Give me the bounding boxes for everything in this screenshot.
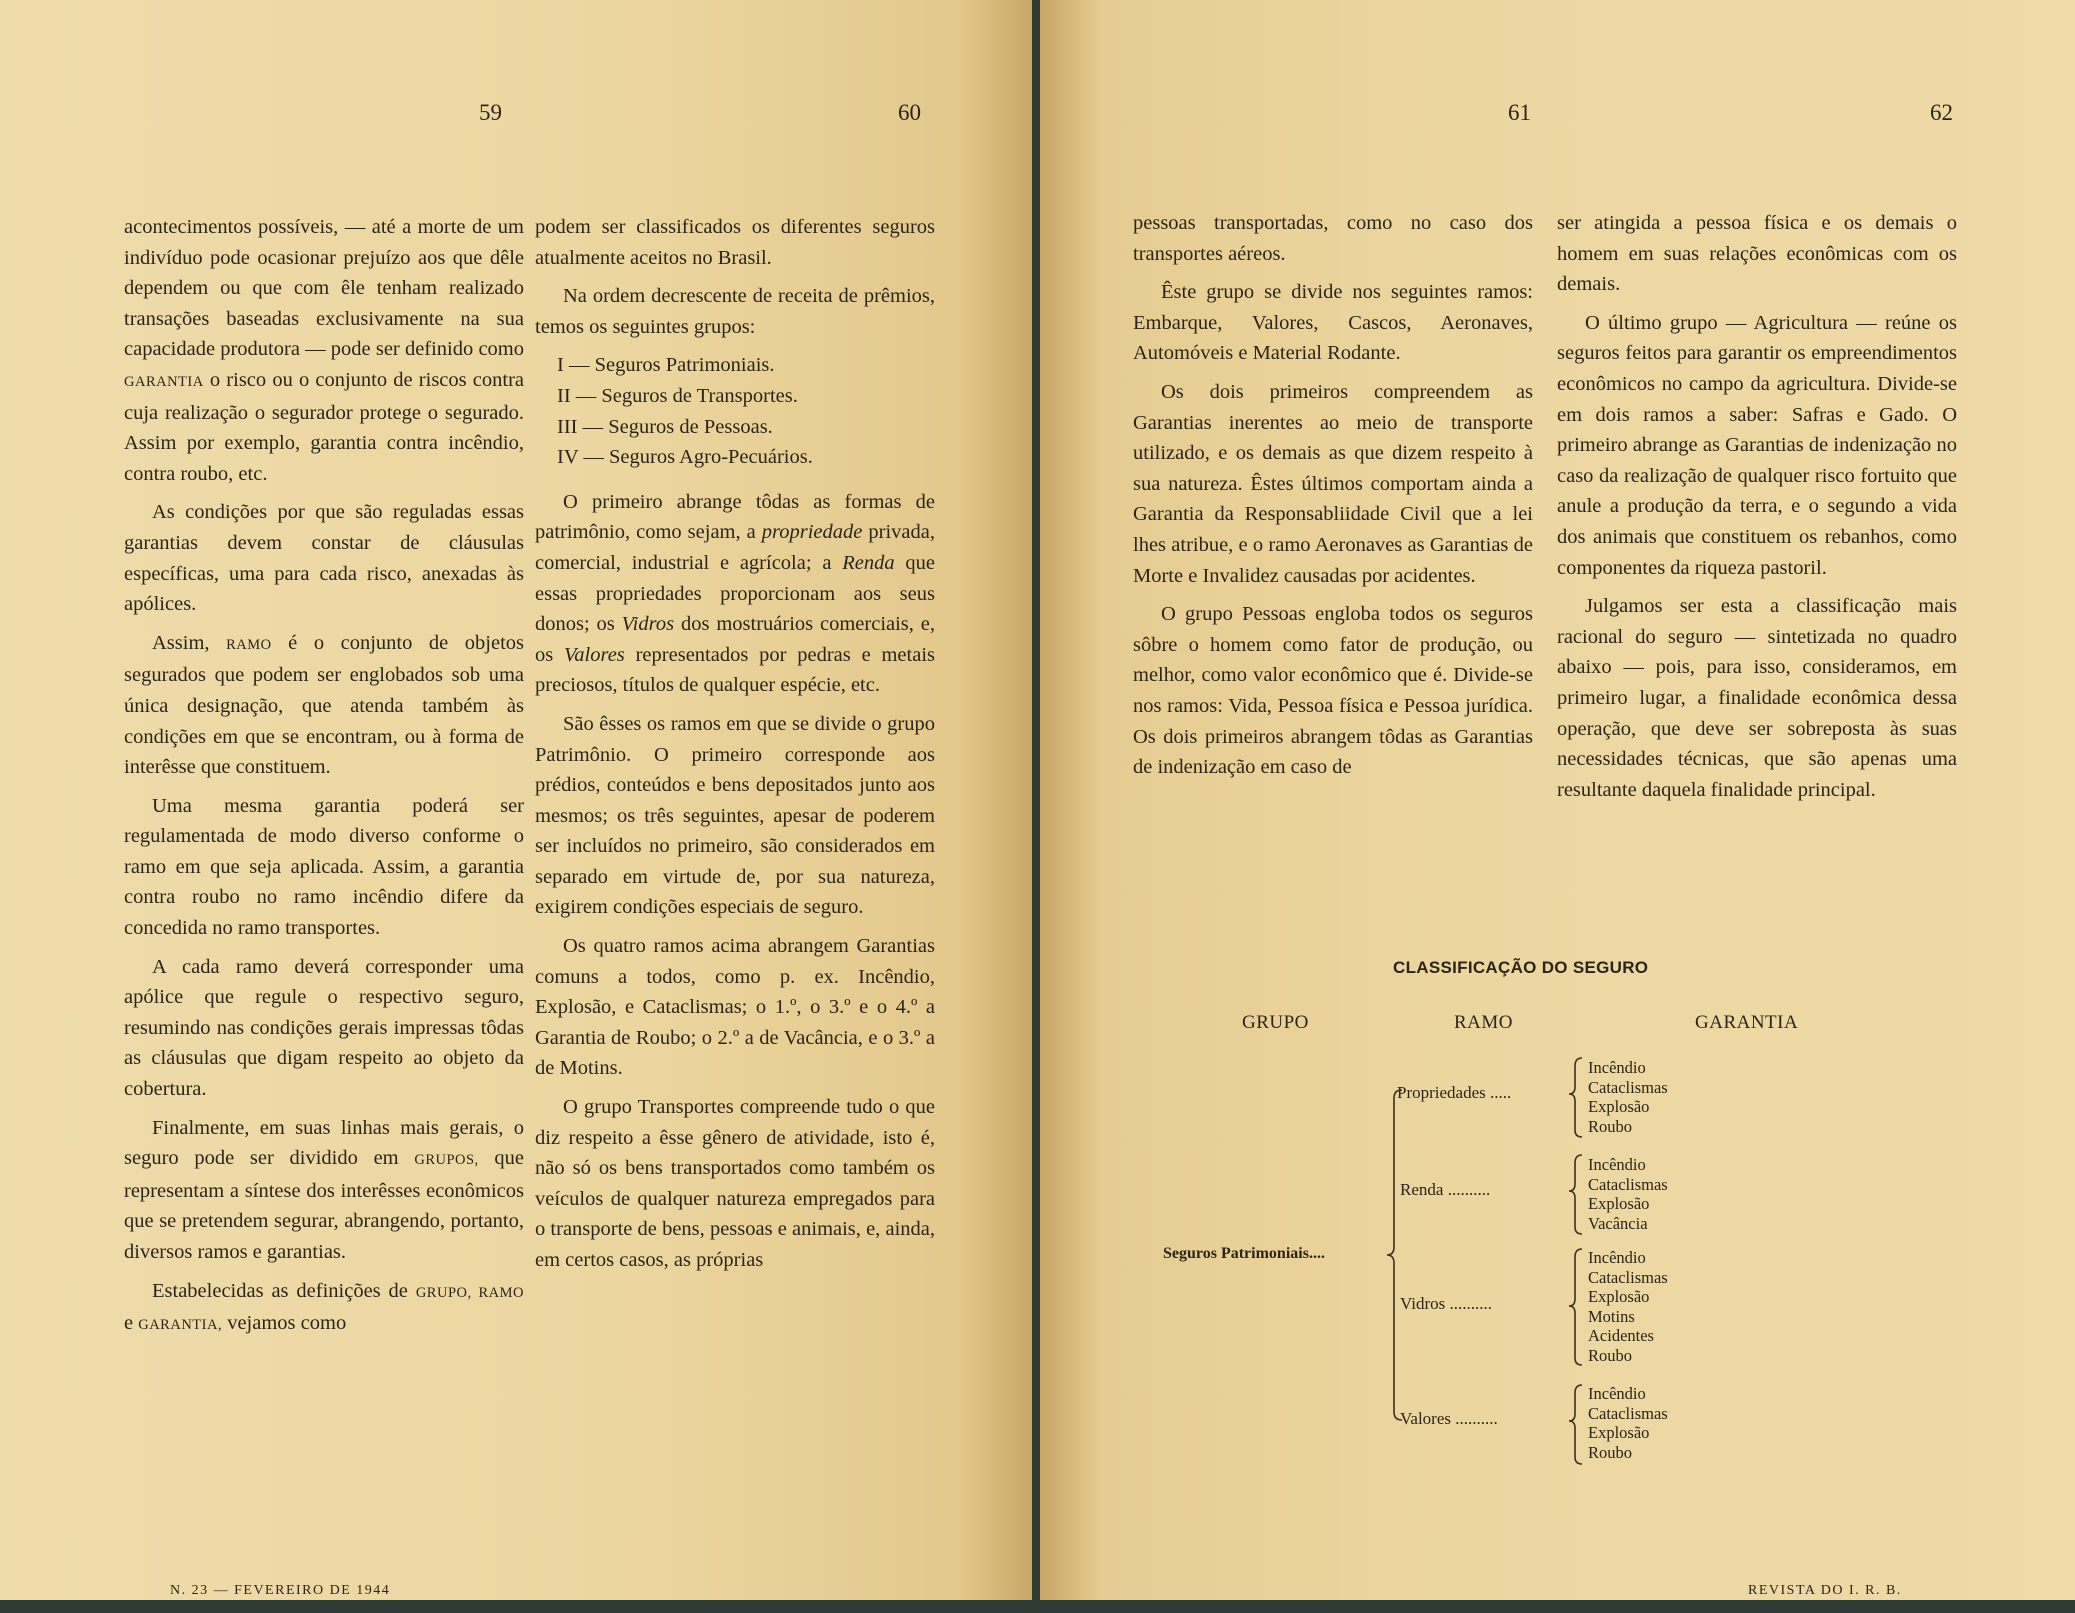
paragraph: O último grupo — Agricultura — reúne os seguros feitos para garantir os empreendimentos econômicos no campo da agricultura. Divide-se em dois ramos a saber: Safras e Gado. O primeiro abrange as Garantias de indenização no caso da realização de qualquer risco fortuito que anule a produção da terra, e o segundo a vida dos animais que constituem os rebanhos, como componentes da riqueza pastoril.	[1557, 311, 1957, 579]
paragraph: Os quatro ramos acima abrangem Garantias comuns a todos, como p. ex. Incêndio, Explosão, e Cataclismas; o 1.º, o 3.º e o 4.º a Garantia de Roubo; o 2.º a de Vacância, e o 3.º a de Motins.	[535, 935, 935, 1080]
paragraph: O grupo Transportes compreende tudo o que diz respeito a êsse gênero de atividade, isto é, não só os bens transportados como também os veículos de qualquer natureza empregados para o transporte de bens, pessoas e animais, e, ainda, em certos casos, as próprias	[535, 1096, 935, 1271]
garantia-item: Incêndio	[1588, 1155, 1646, 1174]
garantia-item: Incêndio	[1588, 1058, 1646, 1077]
paragraph: Os dois primeiros compreendem as Garantias inerentes ao meio de transporte utilizado, e os demais as que dizem respeito à sua natureza. Êstes últimos comportam ainda a Garantia da Responsabliidade Civil que a lei lhes atribue, e o ramo Aeronaves as Garantias de Morte e Invalidez causadas por acidentes.	[1133, 380, 1533, 587]
paragraph: O grupo Pessoas engloba todos os seguros sôbre o homem como fator de produção, ou melhor, como valor econômico que é. Divide-se nos ramos: Vida, Pessoa física e Pessoa jurídica. Os dois primeiros abrangem tôdas as Garantias de indenização em caso de	[1133, 603, 1533, 779]
ramo-bracket	[1387, 1090, 1402, 1420]
garantia-item: Motins	[1588, 1306, 1635, 1326]
garantia-bracket	[1569, 1058, 1582, 1137]
garantia-item: Explosão	[1588, 1423, 1650, 1442]
garantia-item: Explosão	[1588, 1194, 1650, 1213]
page-number-61: 61	[1508, 100, 1531, 125]
paragraph: São êsses os ramos em que se divide o grupo Patrimônio. O primeiro corresponde aos prédios, conteúdos e bens depositados junto aos mesmos; os três seguintes, apesar de poderem ser incluídos no primeiro, são considerados em separado em virtude de, por sua natureza, exigirem condições especiais de seguro.	[535, 712, 935, 919]
footer-issue: N. 23 — FEVEREIRO DE 1944	[170, 1583, 391, 1598]
garantia-bracket	[1569, 1249, 1582, 1365]
garantia-item: Roubo	[1588, 1442, 1633, 1462]
header-ramo: RAMO	[1454, 1012, 1514, 1033]
paragraph: ser atingida a pessoa física e os demais o homem em suas relações econômicas com os demais.	[1557, 212, 1957, 296]
header-garantia: GARANTIA	[1695, 1012, 1799, 1033]
garantia-item: Cataclismas	[1588, 1267, 1668, 1287]
garantia-bracket	[1569, 1155, 1582, 1234]
paragraph: podem ser classificados os diferentes seguros atualmente aceitos no Brasil.	[535, 216, 935, 269]
garantia-item: Roubo	[1588, 1345, 1633, 1365]
garantia-item: Cataclismas	[1588, 1174, 1668, 1194]
page-number-60: 60	[898, 100, 921, 125]
garantia-item: Incêndio	[1588, 1248, 1646, 1267]
ramo-propriedades: Propriedades .....	[1397, 1083, 1512, 1102]
paragraph: pessoas transportadas, como no caso dos transportes aéreos.	[1133, 212, 1533, 265]
garantia-bracket	[1569, 1385, 1582, 1464]
garantia-item: Vacância	[1588, 1213, 1648, 1233]
page-number-59: 59	[479, 100, 502, 125]
page-number-62: 62	[1930, 100, 1953, 125]
group-list-item: III — Seguros de Pessoas.	[557, 415, 773, 438]
ramo-renda: Renda ..........	[1400, 1180, 1491, 1199]
group-list-item: II — Seguros de Transportes.	[557, 384, 798, 407]
paragraph: A cada ramo deverá corresponder uma apólice que regule o respectivo seguro, resumindo nas condições gerais impressas tôdas as cláusulas que digam respeito ao objeto da cobertura.	[124, 955, 524, 1101]
group-list-item: I — Seguros Patrimoniais.	[557, 354, 775, 377]
footer-journal: REVISTA DO I. R. B.	[1748, 1583, 1902, 1598]
paragraph: Assim, RAMO é o conjunto de objetos segurados que podem ser englobados sob uma única designação, que atenda também às condições em que se encontram, ou à forma de interêsse que constituem.	[124, 631, 525, 779]
table-title: CLASSIFICAÇÃO DO SEGURO	[1393, 958, 1649, 977]
ramo-valores: Valores ..........	[1400, 1409, 1498, 1428]
garantia-item: Explosão	[1588, 1097, 1650, 1116]
header-grupo: GRUPO	[1242, 1012, 1309, 1033]
garantia-item: Incêndio	[1588, 1384, 1646, 1403]
group-list-item: IV — Seguros Agro-Pecuários.	[557, 446, 813, 469]
group-label: Seguros Patrimoniais....	[1163, 1245, 1325, 1262]
paragraph: Na ordem decrescente de receita de prêmios, temos os seguintes grupos:	[535, 285, 935, 338]
garantia-item: Cataclismas	[1588, 1077, 1668, 1097]
paragraph: Estabelecidas as definições de GRUPO, RAMO e GARANTIA, vejamos como	[124, 1279, 525, 1335]
paragraph: Uma mesma garantia poderá ser regulamentada de modo diverso conforme o ramo em que seja aplicada. Assim, a garantia contra roubo no ramo incêndio difere da concedida no ramo transportes.	[124, 794, 524, 940]
garantia-item: Explosão	[1588, 1287, 1650, 1306]
ramo-vidros: Vidros ..........	[1400, 1294, 1493, 1313]
paragraph: O primeiro abrange tôdas as formas de patrimônio, como sejam, a propriedade privada, comercial, industrial e agrícola; a Renda que essas propriedades proporcionam aos seus donos; os Vidros dos mostruários comerciais, e, os Valores representados por pedras e metais preciosos, títulos de qualquer espécie, etc.	[535, 490, 936, 697]
paragraph: acontecimentos possíveis, — até a morte de um indivíduo pode ocasionar prejuízo aos que dêle dependem ou que com êle tenham realizado transações baseadas exclusivamente na sua capacidade produtora — pode ser definido como GARANTIA o risco ou o conjunto de riscos contra cuja realização o segurador protege o segurado. Assim por exemplo, garantia contra incêndio, contra roubo, etc.	[124, 216, 525, 485]
paragraph: Êste grupo se divide nos seguintes ramos: Embarque, Valores, Cascos, Aeronaves, Automóveis e Material Rodante.	[1133, 281, 1533, 365]
paragraph: Julgamos ser esta a classificação mais racional do seguro — sintetizada no quadro abaixo — pois, para isso, consideramos, em primeiro lugar, a finalidade econômica dessa operação, que deve ser sobreposta às suas necessidades técnicas, que são apenas uma resultante daquela finalidade principal.	[1557, 595, 1957, 801]
garantia-item: Roubo	[1588, 1116, 1633, 1136]
paragraph: As condições por que são reguladas essas garantias devem constar de cláusulas específicas, uma para cada risco, anexadas às apólices.	[124, 501, 524, 616]
paragraph: Finalmente, em suas linhas mais gerais, o seguro pode ser dividido em GRUPOS, que representam a síntese dos interêsses econômicos que se pretendem segurar, abrangendo, portanto, diversos ramos e garantias.	[124, 1116, 525, 1263]
garantia-item: Acidentes	[1588, 1326, 1654, 1345]
garantia-item: Cataclismas	[1588, 1403, 1668, 1423]
